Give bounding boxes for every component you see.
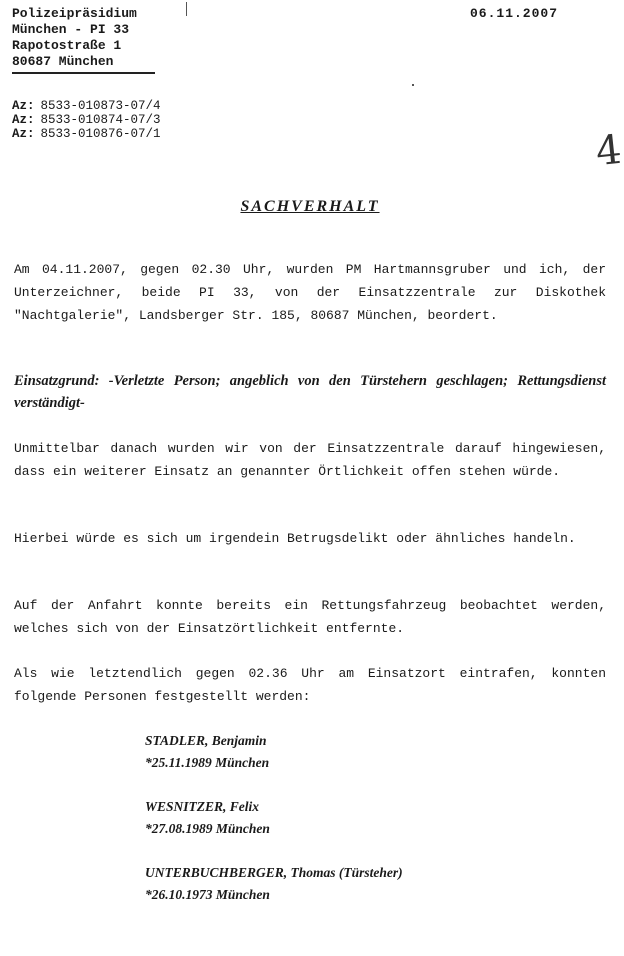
person-name: WESNITZER, Felix [145,799,260,814]
reference-row [12,127,161,141]
document-date: 06.11.2007 [470,6,559,21]
paragraph: Auf der Anfahrt konnte bereits ein Rettungsfahrzeug beobachtet werden, welches sich von der Einsatzörtlichkeit entfernte. [14,598,606,636]
person-entry [145,796,403,840]
reference-value: 8533-010873-07/4 [40,99,161,113]
reference-label: Az: [12,127,35,141]
sender-line: Polizeipräsidium [12,6,137,21]
person-entry [145,862,403,906]
persons-list [145,730,403,928]
person-birth: *26.10.1973 München [145,887,270,902]
scan-dot [412,84,414,86]
paragraph: Unmittelbar danach wurden wir von der Einsatzzentrale darauf hingewiesen, dass ein weiterer Einsatz an genannter Örtlichkeit offen stehen würde. [14,441,606,479]
scan-mark [186,2,187,16]
sender-line: München - PI 33 [12,22,130,37]
reference-value: 8533-010876-07/1 [40,127,161,141]
reference-label: Az: [12,113,35,127]
reference-value: 8533-010874-07/3 [40,113,161,127]
document-title: SACHVERHALT [240,198,380,215]
sender-underline [12,72,155,74]
person-entry [145,730,403,774]
sender-address [12,6,137,70]
paragraph: Am 04.11.2007, gegen 02.30 Uhr, wurden PM Hartmannsgruber und ich, der Unterzeichner, beide PI 33, von der Einsatzzentrale zur Diskothek "Nachtgalerie", Landsberger Str. 185, 80687 München, beordert. [14,262,606,323]
paragraph-reason: Einsatzgrund: -Verletzte Person; angeblich von den Türstehern geschlagen; Rettungsdienst verständigt- [14,373,606,411]
person-name: STADLER, Benjamin [145,733,267,748]
reference-label: Az: [12,99,35,113]
person-birth: *27.08.1989 München [145,821,270,836]
sender-line: Rapotostraße 1 [12,38,122,53]
reference-numbers [12,99,161,141]
reference-row [12,113,161,127]
paragraph: Als wie letztendlich gegen 02.36 Uhr am Einsatzort eintrafen, konnten folgende Personen festgestellt werden: [14,666,606,704]
person-birth: *25.11.1989 München [145,755,270,770]
paragraph: Hierbei würde es sich um irgendein Betrugsdelikt oder ähnliches handeln. [14,531,576,546]
handwritten-page-number: 4 [593,126,624,176]
sender-line: 80687 München [12,54,114,69]
person-name: UNTERBUCHBERGER, Thomas (Türsteher) [145,865,403,880]
reference-row [12,99,161,113]
